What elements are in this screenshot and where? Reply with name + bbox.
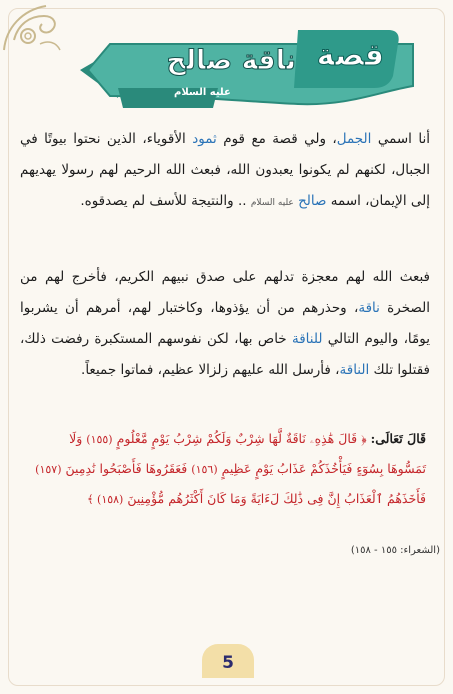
highlight-thamud: ثمود — [192, 131, 217, 147]
title-banner — [48, 26, 418, 122]
story-paragraph-1 — [20, 124, 430, 219]
banner-subtitle: عليه السلام — [174, 87, 231, 98]
para1-text-a: أنا اسمي — [371, 131, 430, 147]
title-word-naqa-saleh: ناقة صالح — [166, 45, 296, 76]
verse-intro: قَالَ تَعَالَى: — [370, 431, 426, 446]
verse-line-2 — [26, 454, 426, 484]
title-word-qissa: قصة — [316, 38, 384, 73]
para2-text-b: ، وحذرهم من أن يؤذوها، وكاختبار لهم، أمرهم أن يشربوا يومًا، واليوم التالي — [20, 300, 431, 347]
para1-text-c: الأقوياء، الذين نحتوا بيوتًا في الجبال، لكنهم لم يكونوا يعبدون الله، فبعث الله الرحيم لهم رسولا يهديهم إلى الإيمان، اسمه — [20, 131, 430, 209]
verse-line-1 — [26, 424, 426, 454]
verse-text-3: فَأَخَذَهُمُ ٱلْعَذَابُ إِنَّ فِى ذَٰلِكَ لَءَايَةً وَمَا كَانَ أَكْثَرُهُم مُّؤْمِنِينَ — [127, 491, 426, 506]
para2-text-d: ، فأرسل الله عليهم زلزالا عظيم، فماتوا جميعاً. — [81, 362, 340, 378]
verse-text-2: تَمَسُّوهَا بِسُوٓءٍ فَيَأْخُذَكُمْ عَذَابُ يَوْمٍ عَظِيمٍ — [221, 461, 426, 476]
page-number: 5 — [202, 644, 254, 678]
verse-text-1-tail: وَلَا — [69, 431, 83, 446]
verse-text-2-tail: فَعَقَرُوهَا فَأَصْبَحُوا نَٰدِمِينَ — [65, 461, 188, 476]
verse-number-157: (١٥٧) — [35, 463, 62, 476]
highlight-naqa-2: للناقة — [291, 331, 323, 347]
highlight-naqa-3: الناقة — [339, 362, 370, 378]
para1-text-b: ، ولي قصة مع قوم — [216, 131, 337, 147]
verse-number-156: (١٥٦) — [191, 463, 218, 476]
verse-number-155: (١٥٥) — [86, 433, 113, 446]
para2-text-c: خاص بها، لكن نفوسهم المستكبرة رفضت ذلك، فقتلوا تلك — [20, 331, 430, 378]
para2-text-a: فبعث الله لهم معجزة تدلهم على صدق نبيهم الكريم، فأخرج لهم من الصخرة — [20, 269, 430, 316]
highlight-naqa-1: ناقة — [358, 300, 380, 316]
quran-verses — [26, 424, 426, 514]
highlight-saleh: صالح — [298, 193, 327, 209]
verse-number-158: (١٥٨) ﴾ — [87, 493, 124, 506]
verse-text-1: ﴿ قَالَ هَٰذِهِۦ نَاقَةٌ لَّهَا شِرْبٌ وَلَكُمْ شِرْبُ يَوْمٍ مَّعْلُومٍ — [116, 431, 367, 446]
verse-line-3 — [26, 484, 426, 514]
para1-text-d: .. والنتيجة للأسف لم يصدقوه. — [80, 193, 251, 209]
story-paragraph-2 — [20, 262, 430, 386]
surah-citation: (الشعراء: ١٥٥ - ١٥٨) — [350, 545, 440, 556]
honorific-glyph: عليه السلام — [250, 198, 294, 208]
highlight-camel: الجمل — [336, 131, 372, 147]
